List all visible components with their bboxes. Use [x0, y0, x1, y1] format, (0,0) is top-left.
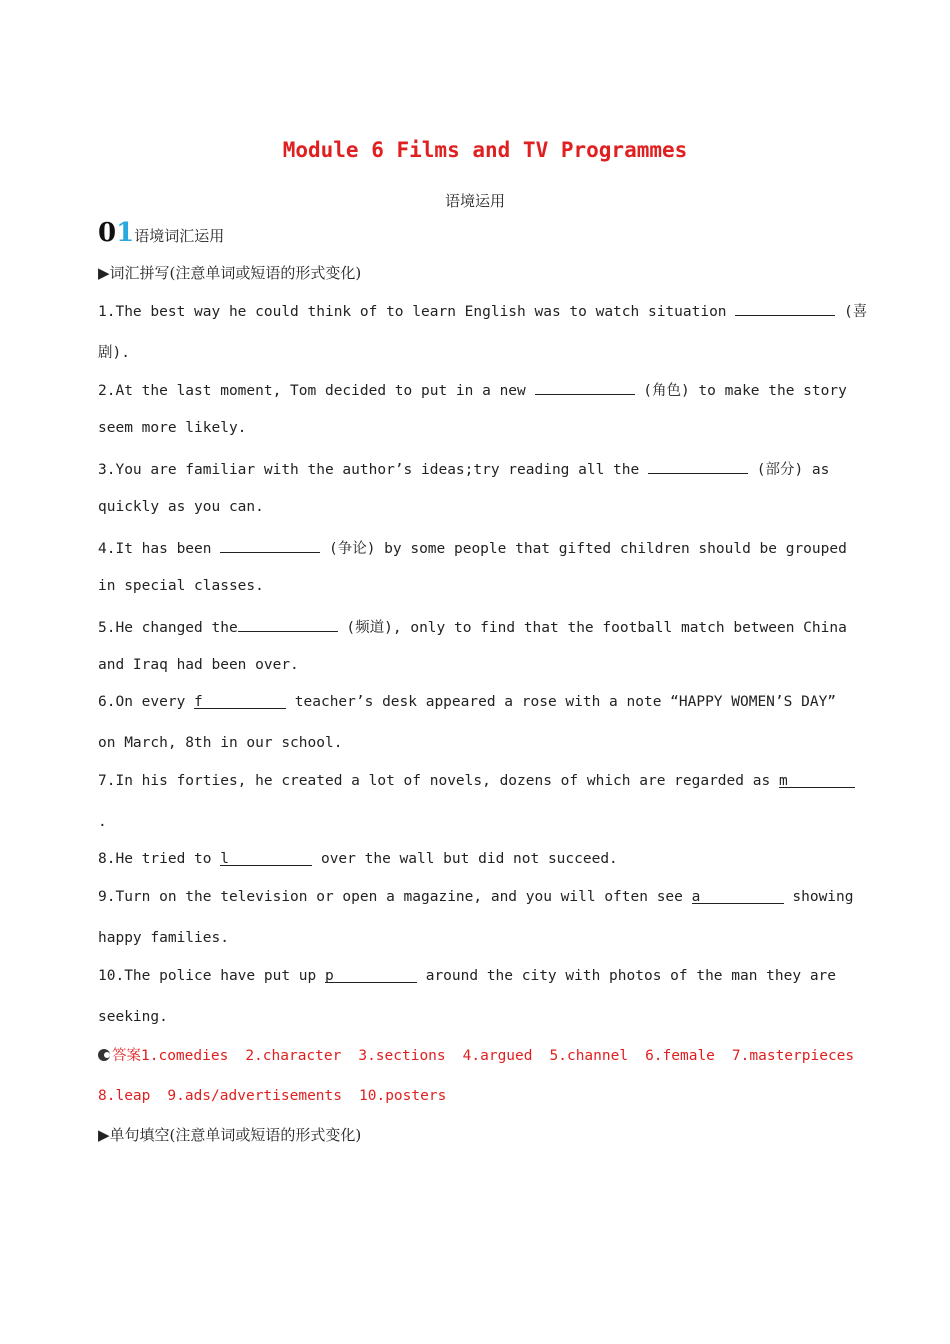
question-6-rest: teacher’s desk appeared a rose with a note “HAPPY WOMEN’S DAY”	[294, 694, 837, 710]
question-3-hint: (部分) as	[756, 462, 830, 478]
answer-item: 8.leap	[98, 1088, 151, 1104]
question-6-text: 6.On every	[98, 694, 186, 710]
question-1-line-2: 剧).	[98, 345, 130, 361]
blank-initial-letter: l	[220, 851, 229, 867]
question-4-hint: (争论) by some people that gifted children should be grouped	[328, 541, 847, 557]
question-7-line-2: .	[98, 814, 107, 830]
question-10-line-2: seeking.	[98, 1009, 168, 1025]
question-6-line-2: on March, 8th in our school.	[98, 735, 343, 751]
question-2-hint: (角色) to make the story	[643, 383, 847, 399]
question-4-text: 4.It has been	[98, 541, 212, 557]
question-2-line-1	[98, 379, 850, 400]
question-1-line-1	[98, 300, 868, 321]
section-number-b: 1	[116, 218, 135, 248]
part2-heading: ▶单句填空(注意单词或短语的形式变化)	[98, 1126, 362, 1144]
section-label: 语境词汇运用	[134, 227, 225, 245]
answer-item: 1.comedies	[141, 1048, 229, 1064]
answers-label: 答案	[112, 1048, 141, 1064]
answer-item: 10.posters	[359, 1088, 447, 1104]
question-1-text: 1.The best way he could think of to learn English was to watch situation	[98, 304, 727, 320]
answer-blank[interactable]	[535, 380, 635, 395]
page-title: Module 6 Films and TV Programmes	[282, 138, 688, 162]
question-9-line-1	[98, 889, 854, 905]
blank-initial-letter: a	[691, 889, 701, 905]
answer-icon	[98, 1049, 110, 1061]
question-6-line-1	[98, 694, 850, 710]
answer-blank[interactable]	[648, 459, 748, 474]
question-3-line-1	[98, 458, 850, 479]
question-10-rest: around the city with photos of the man they are	[425, 968, 837, 984]
section-number-a: 0	[98, 218, 117, 248]
question-7-text: 7.In his forties, he created a lot of novels, dozens of which are regarded as	[98, 773, 771, 789]
question-2-text: 2.At the last moment, Tom decided to put in a new	[98, 383, 526, 399]
question-8-text: 8.He tried to	[98, 851, 212, 867]
section-header	[98, 218, 224, 248]
question-3-line-2: quickly as you can.	[98, 499, 264, 515]
question-5-hint: (频道), only to find that the football match between China	[346, 620, 847, 636]
answer-blank[interactable]	[238, 617, 338, 632]
question-9-rest: showing	[792, 889, 854, 905]
answers-row-2	[98, 1088, 463, 1104]
answer-blank[interactable]	[692, 889, 784, 904]
question-2-line-2: seem more likely.	[98, 420, 247, 436]
question-8-rest: over the wall but did not succeed.	[320, 851, 618, 867]
answer-blank[interactable]	[220, 538, 320, 553]
part1-heading: ▶词汇拼写(注意单词或短语的形式变化)	[98, 264, 362, 282]
blank-initial-letter: m	[778, 773, 788, 789]
answer-item: 2.character	[245, 1048, 342, 1064]
blank-initial-letter: p	[324, 968, 334, 984]
answer-blank[interactable]	[735, 301, 835, 316]
answer-blank[interactable]	[779, 773, 855, 788]
question-4-line-2: in special classes.	[98, 578, 264, 594]
answer-blank[interactable]	[194, 694, 286, 709]
question-5-line-2: and Iraq had been over.	[98, 657, 299, 673]
question-5-line-1	[98, 616, 850, 637]
question-4-line-1	[98, 537, 850, 558]
question-9-text: 9.Turn on the television or open a magazine, and you will often see	[98, 889, 683, 905]
answer-item: 6.female	[645, 1048, 715, 1064]
answer-blank[interactable]	[325, 968, 417, 983]
answer-item: 4.argued	[462, 1048, 533, 1064]
answers-row-1	[98, 1044, 854, 1065]
question-8-line-1	[98, 851, 850, 867]
subtitle: 语境运用	[444, 192, 505, 210]
question-5-text: 5.He changed the	[98, 620, 238, 636]
question-3-text: 3.You are familiar with the author’s ideas;try reading all the	[98, 462, 640, 478]
question-1-hint: (喜	[844, 304, 868, 320]
answer-item: 3.sections	[358, 1048, 446, 1064]
answer-blank[interactable]	[220, 851, 312, 866]
question-9-line-2: happy families.	[98, 930, 229, 946]
answer-item: 7.masterpieces	[731, 1048, 855, 1064]
answer-item: 5.channel	[549, 1048, 629, 1064]
question-10-line-1	[98, 968, 850, 984]
blank-initial-letter: f	[194, 694, 203, 710]
question-10-text: 10.The police have put up	[98, 968, 317, 984]
answer-item: 9.ads/advertisements	[167, 1088, 342, 1104]
question-7-line-1	[98, 773, 850, 789]
